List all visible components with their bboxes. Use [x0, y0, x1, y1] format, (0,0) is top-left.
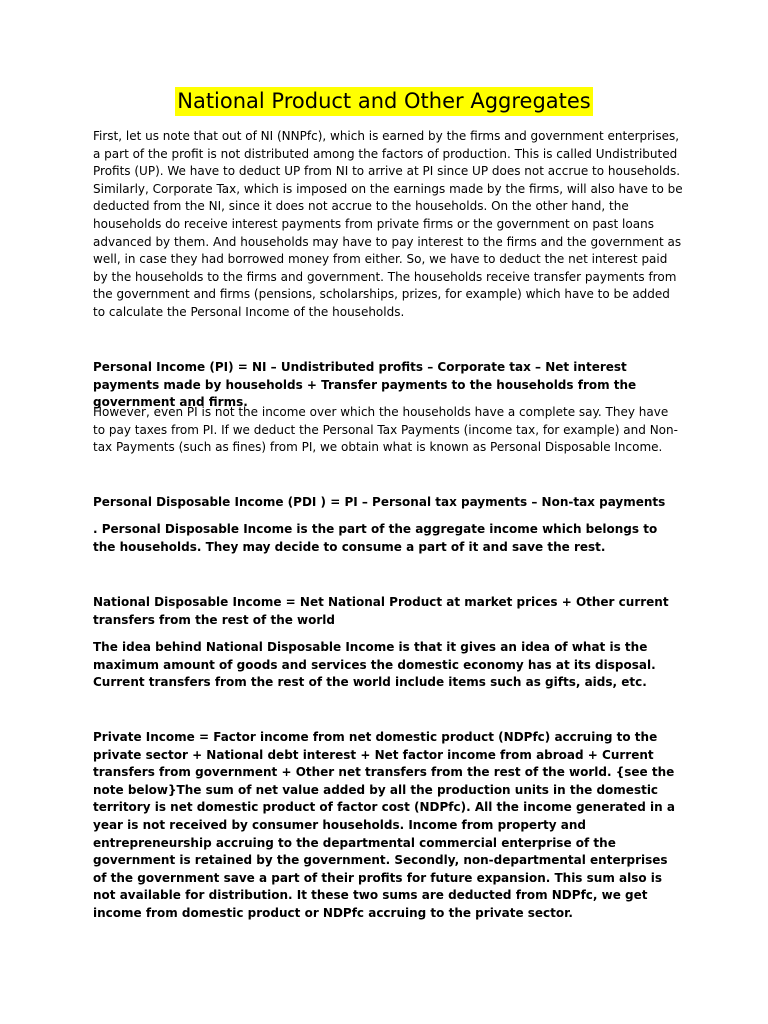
- paragraph-ndi-explanation: [93, 639, 683, 692]
- paragraph-text: However, even PI is not the income over which the households have a complete say. They have to pay taxes from PI. If we deduct the Personal Tax Payments (income tax, for example) and Non-tax Payments (such as fines) from PI, we obtain what is known as Personal Disposable Income.: [93, 405, 678, 455]
- paragraph-pi-explanation: [93, 404, 683, 457]
- formula-text: Personal Disposable Income (PDI ) = PI – Personal tax payments – Non-tax payments: [93, 495, 666, 509]
- paragraph-pdi-formula: [93, 494, 683, 512]
- paragraph-private-income: [93, 729, 683, 923]
- paragraph-text: The idea behind National Disposable Income is that it gives an idea of what is the maximum amount of goods and services the domestic economy has at its disposal. Current transfers from the rest of the world include items such as gifts, aids, etc.: [93, 640, 656, 690]
- paragraph-ndi-formula: [93, 594, 683, 629]
- paragraph-intro: [93, 128, 683, 322]
- paragraph-text: Private Income = Factor income from net domestic product (NDPfc) accruing to the private sector + National debt interest + Net factor income from abroad + Current transfers from government + Other net transfers from the rest of the world. {see the note below}The sum of net value added by all the production units in the domestic territory is net domestic product of factor cost (NDPfc). All the income generated in a year is not received by consumer households. Income from property and entrepreneurship accruing to the departmental commercial enterprise of the government is retained by the government. Secondly, non-departmental enterprises of the government save a part of their profits for future expansion. This sum also is not available for distribution. It these two sums are deducted from NDPfc, we get income from domestic product or NDPfc accruing to the private sector.: [93, 730, 675, 920]
- formula-text: National Disposable Income = Net National Product at market prices + Other current transfers from the rest of the world: [93, 595, 669, 627]
- paragraph-pdi-explanation: [93, 521, 683, 556]
- paragraph-text: First, let us note that out of NI (NNPfc), which is earned by the firms and government enterprises, a part of the profit is not distributed among the factors of production. This is called Undistributed Profits (UP). We have to deduct UP from NI to arrive at PI since UP does not accrue to households. Similarly, Corporate Tax, which is imposed on the earnings made by the firms, will also have to be deducted from the NI, since it does not accrue to the households. On the other hand, the households do receive interest payments from private firms or the government on past loans advanced by them. And households may have to pay interest to the firms and the government as well, in case they had borrowed money from either. So, we have to deduct the net interest paid by the households to the firms and government. The households receive transfer payments from the government and firms (pensions, scholarships, prizes, for example) which have to be added to calculate the Personal Income of the households.: [93, 129, 683, 319]
- title-container: [0, 87, 768, 116]
- formula-text: Personal Income (PI) = NI – Undistributed profits – Corporate tax – Net interest payments made by households + Transfer payments to the households from the government and firms.: [93, 360, 637, 410]
- paragraph-text: . Personal Disposable Income is the part of the aggregate income which belongs to the households. They may decide to consume a part of it and save the rest.: [93, 522, 658, 554]
- document-title: National Product and Other Aggregates: [175, 87, 593, 116]
